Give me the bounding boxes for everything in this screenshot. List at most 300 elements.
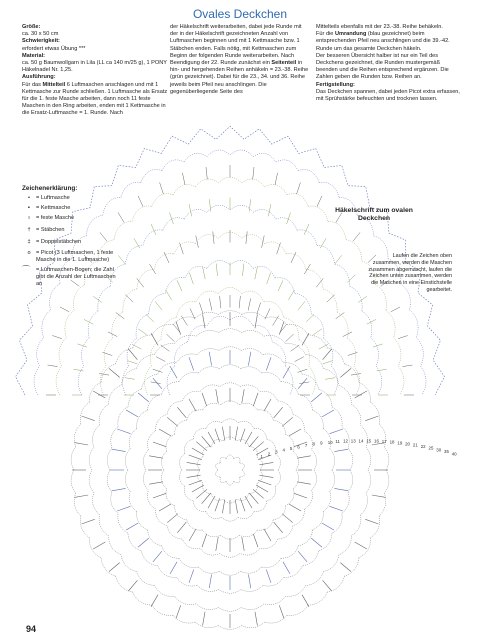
- chain-arc: [348, 338, 356, 366]
- chain-arc: [323, 491, 331, 511]
- chain-arc: [109, 536, 122, 555]
- chain-arc: [203, 530, 221, 537]
- chain-arc: [240, 385, 260, 392]
- chain-arc: [220, 477, 226, 483]
- treble-stitch-mark: [48, 365, 58, 367]
- chain-arc: [265, 184, 287, 194]
- treble-stitch-mark: [297, 183, 301, 195]
- chain-arc: [175, 596, 197, 604]
- execution-bold: Mittelteil: [42, 81, 66, 88]
- chain-arc: [219, 365, 240, 369]
- treble-stitch-mark: [287, 213, 291, 225]
- chain-arc: [324, 369, 339, 386]
- treble-stitch-mark: [149, 482, 163, 484]
- treble-stitch-mark: [202, 534, 207, 547]
- chain-arc: [330, 470, 335, 491]
- chain-arc: [174, 242, 196, 254]
- round-number-label: 21: [412, 442, 418, 448]
- chain-arc: [234, 477, 240, 483]
- chain-arc: [238, 421, 254, 428]
- chain-arc: [166, 489, 174, 506]
- treble-stitch-mark: [170, 213, 174, 225]
- chain-arc: [156, 414, 168, 431]
- treble-stitch-mark: [151, 382, 161, 384]
- chain-arc: [220, 457, 226, 463]
- treble-stitch-mark: [93, 296, 102, 302]
- chain-arc: [273, 506, 285, 520]
- chain-arc: [324, 555, 339, 572]
- treble-stitch-mark: [340, 563, 351, 572]
- treble-stitch-mark: [203, 612, 205, 626]
- chain-arc: [206, 512, 222, 519]
- treble-stitch-mark: [202, 393, 207, 406]
- chain-arc: [125, 245, 143, 264]
- treble-stitch-mark: [253, 489, 264, 498]
- chain-arc: [207, 316, 230, 325]
- difficulty-value: erfordert etwas Übung ***: [22, 45, 86, 52]
- chain-arc: [101, 364, 116, 382]
- diagram-label: Häkelschrift zum ovalen Deckchen: [335, 207, 413, 222]
- treble-stitch-mark: [355, 542, 367, 549]
- treble-stitch-mark: [377, 369, 387, 371]
- chain-arc: [173, 184, 195, 194]
- double-treble-icon: ‡: [27, 239, 31, 245]
- treble-stitch-mark: [187, 475, 201, 477]
- treble-stitch-mark: [109, 563, 120, 572]
- chain-arc: [298, 530, 312, 546]
- chain-arc: [293, 509, 305, 526]
- chain-arc: [99, 515, 108, 536]
- treble-stitch-mark: [150, 264, 156, 274]
- round-number-label: 25: [428, 445, 434, 451]
- chain-arc: [174, 342, 187, 366]
- treble-stitch-mark: [138, 329, 147, 335]
- treble-stitch-mark: [189, 399, 196, 411]
- chain-arc: [65, 310, 74, 337]
- chain-arc: [196, 235, 219, 244]
- chain-arc: [219, 590, 241, 594]
- chain-arc: [275, 470, 280, 486]
- treble-stitch-mark: [260, 462, 274, 464]
- chain-arc: [348, 448, 353, 470]
- chain-arc: [241, 567, 262, 573]
- chain-arc: [197, 349, 219, 355]
- chain-arc: [179, 558, 199, 567]
- chain-arc: [339, 385, 352, 404]
- chain-arc: [145, 366, 152, 395]
- chain-arc: [394, 338, 401, 366]
- chain-arc: [206, 421, 222, 428]
- column2-text-a: der Häkelschrift weiterarbeiten, dabei jede Runde mit der in der Häkelschrift gezeichneten Anzahl von Luftmaschen beginnen und mit 1 Kettmasche bzw. 1 Stäbchen enden. Falls nötig, mit Kettmaschen zum Beginn der folgenden Runde weiterarbeiten. Nach Beendigung der 22. Runde zunächst ein: [170, 24, 302, 67]
- treble-stitch-mark: [74, 443, 88, 445]
- chain-arc: [241, 604, 264, 610]
- treble-stitch-mark: [203, 314, 205, 328]
- chain-arc: [308, 206, 328, 221]
- chain-arc: [200, 549, 220, 556]
- treble-stitch-mark: [159, 504, 171, 511]
- treble-stitch-mark: [391, 307, 400, 312]
- chain-arc: [265, 242, 287, 254]
- chain-arc: [354, 366, 360, 395]
- treble-stitch-mark: [317, 196, 322, 207]
- chain-arc: [323, 289, 337, 312]
- size-value: ca. 30 x 50 cm: [22, 31, 59, 38]
- chain-arc: [337, 312, 348, 338]
- chain-arc: [285, 366, 293, 395]
- chain-arc: [34, 366, 39, 395]
- treble-stitch-mark: [253, 167, 254, 179]
- chain-arc: [155, 344, 175, 355]
- chain-arc: [199, 367, 220, 373]
- chain-arc: [148, 530, 162, 546]
- chain-arc: [327, 576, 344, 592]
- chain-stitch-icon: •: [28, 195, 30, 201]
- chain-arc: [253, 209, 276, 219]
- chain-arc: [148, 394, 162, 410]
- chain-arc: [264, 596, 286, 604]
- chain-arc: [197, 585, 219, 591]
- treble-stitch-mark: [264, 399, 271, 411]
- treble-stitch-mark: [216, 537, 218, 551]
- treble-stitch-mark: [156, 357, 165, 362]
- round-number-label: 17: [381, 439, 387, 445]
- chain-arc: [141, 170, 162, 183]
- chain-arc: [137, 512, 148, 531]
- treble-stitch-mark: [77, 344, 87, 347]
- treble-stitch-mark: [280, 324, 287, 333]
- treble-stitch-mark: [99, 374, 109, 376]
- treble-stitch-mark: [153, 551, 162, 562]
- treble-stitch-mark: [153, 442, 166, 447]
- round-number-label: 15: [366, 438, 372, 444]
- treble-stitch-mark: [209, 352, 211, 366]
- treble-stitch-mark: [258, 480, 271, 485]
- chain-arc: [319, 389, 332, 407]
- edge-bold: Umrandung: [334, 31, 367, 38]
- difficulty-label: Schwierigkeit:: [22, 38, 60, 45]
- chain-arc: [239, 530, 257, 537]
- chain-arc: [242, 235, 265, 244]
- round-number-label: 3: [275, 449, 278, 455]
- chain-arc: [196, 291, 218, 302]
- chain-arc: [230, 150, 253, 157]
- treble-stitch-mark: [282, 514, 293, 523]
- treble-stitch-mark: [167, 417, 178, 426]
- chain-arc: [416, 338, 423, 367]
- treble-stitch-mark: [82, 519, 95, 524]
- chain-arc: [154, 254, 174, 270]
- treble-stitch-mark: [189, 529, 196, 541]
- chain-arc: [242, 622, 265, 628]
- treble-stitch-mark: [279, 605, 284, 618]
- chain-arc: [242, 312, 265, 318]
- chain-arc: [121, 182, 141, 197]
- chain-arc: [331, 366, 337, 395]
- treble-stitch-mark: [117, 429, 130, 434]
- round-number-label: 35: [444, 449, 449, 455]
- finish-text: Das Deckchen spannen, dabei jeden Picot extra erfassen, mit Sprühstärke befeuchten und trocknen lassen.: [316, 88, 460, 103]
- treble-stitch-mark: [138, 393, 149, 402]
- treble-stitch-mark: [323, 349, 332, 360]
- treble-stitch-mark: [166, 290, 172, 300]
- chain-arc: [196, 604, 219, 610]
- treble-stitch-mark: [202, 436, 211, 447]
- chain-arc: [59, 338, 66, 366]
- chain-arc: [312, 470, 317, 490]
- chain-arc: [118, 513, 128, 533]
- chain-arc: [263, 354, 284, 363]
- chain-arc: [254, 428, 267, 439]
- treble-stitch-mark: [403, 365, 413, 367]
- chain-arc: [384, 470, 389, 493]
- chain-arc: [161, 470, 166, 489]
- treble-stitch-mark: [253, 442, 264, 451]
- chain-arc: [371, 516, 380, 538]
- chain-arc: [222, 419, 239, 423]
- chain-arc: [239, 403, 257, 410]
- treble-stitch-mark: [170, 562, 177, 574]
- chain-arc: [118, 407, 128, 427]
- treble-stitch-mark: [116, 313, 125, 319]
- diagram-note: Laufen die Zeichen oben zusammen, werden die Maschen zusammen abgemascht, laufen die Zeichen unten zusammen, werden die Maschen in eine Einstichstelle gearbeitet.: [368, 253, 452, 293]
- chain-arc: [56, 366, 62, 395]
- treble-stitch-mark: [245, 432, 252, 444]
- chain-arc: [156, 509, 168, 526]
- chain-arc: [42, 310, 51, 338]
- round-number-label: 10: [327, 439, 333, 445]
- chain-arc: [167, 366, 175, 395]
- chain-arc: [137, 269, 154, 289]
- chain-arc: [187, 410, 203, 420]
- treble-stitch-mark: [196, 442, 207, 451]
- treble-stitch-mark: [209, 298, 212, 310]
- chain-arc: [313, 512, 324, 531]
- treble-stitch-mark: [117, 506, 130, 511]
- treble-stitch-mark: [108, 332, 117, 337]
- chain-arc: [199, 567, 220, 573]
- treble-stitch-mark: [306, 314, 314, 322]
- chain-arc: [278, 526, 293, 539]
- treble-stitch-mark: [137, 278, 144, 287]
- treble-stitch-mark: [348, 352, 358, 355]
- chain-arc: [298, 394, 312, 410]
- chain-arc: [175, 506, 187, 520]
- treble-stitch-mark: [311, 393, 322, 402]
- legend-item-text: = feste Masche: [36, 215, 75, 221]
- chain-arc: [306, 355, 324, 369]
- treble-stitch-mark: [248, 574, 250, 588]
- chain-arc: [287, 325, 308, 335]
- chain-arc: [132, 206, 152, 221]
- chain-arc: [219, 608, 242, 612]
- treble-stitch-mark: [297, 482, 311, 484]
- chain-arc: [177, 354, 198, 363]
- column3-text-a: Mittelteils ebenfalls mit der 23.-38. Reihe behäkeln.: [316, 24, 443, 30]
- treble-stitch-mark: [373, 344, 383, 347]
- treble-stitch-mark: [222, 500, 224, 514]
- treble-stitch-mark: [302, 595, 309, 607]
- chain-arc: [339, 536, 352, 555]
- chain-arc: [330, 449, 335, 470]
- chain-arc: [129, 491, 137, 511]
- chain-arc: [260, 539, 278, 549]
- chain-arc: [287, 194, 308, 207]
- treble-stitch-mark: [153, 493, 166, 498]
- material-text: ca. 50 g Baumwollgarn in Lila (LL ca 140 m/25 g), 1 PONY Häkelnadel Nr. 1,25.: [22, 60, 167, 74]
- treble-stitch-mark: [52, 336, 62, 339]
- treble-stitch-mark: [242, 389, 244, 403]
- round-number-label: 7: [304, 442, 308, 448]
- legend-item-text: = Kettmasche: [36, 205, 71, 211]
- chain-arc: [344, 558, 359, 576]
- chain-arc: [286, 489, 294, 506]
- chain-arc: [278, 401, 293, 414]
- chain-arc: [162, 160, 184, 171]
- legend-item-text: = Luftmaschen-Bogen; die Zahl gibt die Anzahl der Luftmaschen an: [36, 267, 116, 287]
- chain-arc: [226, 455, 233, 459]
- chain-arc: [133, 592, 152, 605]
- chain-arc: [312, 450, 317, 470]
- round-number-label: 18: [389, 439, 395, 445]
- treble-stitch-mark: [216, 264, 217, 276]
- chain-arc: [184, 439, 193, 454]
- round-number-label: 4: [282, 447, 285, 453]
- treble-stitch-mark: [235, 427, 237, 441]
- chain-arc: [152, 605, 173, 615]
- chain-arc: [207, 150, 230, 157]
- treble-stitch-mark: [398, 336, 408, 339]
- treble-stitch-mark: [253, 393, 258, 406]
- chain-arc: [111, 427, 118, 448]
- chain-arc: [166, 434, 174, 451]
- chain-arc: [107, 448, 112, 470]
- chain-arc: [362, 311, 372, 338]
- chain-arc: [101, 558, 116, 576]
- chain-arc: [99, 404, 108, 425]
- treble-stitch-mark: [262, 236, 265, 248]
- chain-arc: [162, 546, 179, 559]
- chain-arc: [287, 605, 308, 615]
- chain-arc: [155, 586, 175, 597]
- treble-stitch-mark: [206, 167, 207, 179]
- treble-stitch-mark: [323, 361, 333, 364]
- treble-stitch-mark: [274, 522, 283, 533]
- treble-stitch-mark: [323, 580, 332, 591]
- treble-stitch-mark: [267, 273, 271, 285]
- treble-stitch-mark: [153, 369, 163, 372]
- treble-stitch-mark: [189, 480, 202, 485]
- treble-stitch-mark: [322, 410, 334, 417]
- execution-text: 6 Luftmaschen anschlagen und mit 1 Kettmasche zur Runde schließen. 1 Luftmasche als Ersatz für die 1. feste Masche arbeiten, dann noch 11 feste Maschen in den Ring arbeiten, enden mit 1 Kettmasche in die Ersatz-Luftmasche = 1. Runde. Nach: [22, 81, 168, 117]
- treble-stitch-mark: [60, 307, 69, 312]
- chain-arc: [262, 558, 282, 567]
- chain-arc: [122, 366, 128, 395]
- treble-stitch-mark: [325, 378, 335, 380]
- treble-stitch-mark: [187, 462, 201, 464]
- chain-arc: [143, 230, 163, 245]
- chain-arc: [254, 501, 267, 512]
- chain-arc: [71, 470, 76, 493]
- treble-stitch-mark: [134, 238, 140, 248]
- chain-arc: [218, 177, 241, 183]
- chain-arc: [267, 486, 276, 501]
- treble-stitch-mark: [249, 199, 250, 211]
- treble-stitch-mark: [181, 316, 187, 326]
- treble-stitch-mark: [330, 506, 343, 511]
- treble-stitch-mark: [304, 224, 309, 235]
- overview-text: Der besseren Übersicht halber ist nur ein Teil des Deckchens gezeichnet, die Runden mustergemäß beenden und die Reihen entsprechend ergänzen. Die Zahlen geben die Runden bzw. Reihen an.: [316, 52, 449, 81]
- legend-item-text: = Stäbchen: [36, 227, 65, 233]
- chain-arc: [219, 347, 241, 351]
- treble-stitch-mark: [112, 488, 126, 490]
- chain-arc: [350, 286, 362, 311]
- chain-arc: [319, 182, 339, 197]
- treble-stitch-mark: [343, 332, 352, 337]
- chain-arc: [175, 420, 187, 434]
- chain-arc: [304, 490, 312, 509]
- round-number-label: 1: [260, 453, 263, 459]
- chain-arc: [173, 317, 195, 325]
- chain-arc: [179, 454, 184, 470]
- chain-arc: [128, 533, 141, 551]
- treble-stitch-mark: [82, 416, 95, 421]
- chain-arc: [257, 410, 273, 420]
- treble-stitch-mark: [246, 231, 247, 243]
- treble-stitch-mark: [334, 488, 348, 490]
- column2-text-b: in hin- und hergehenden Reihen anhäkeln = 23.-38. Reihe (grün gezeichnet). Dabei für die 23., 34. und 36. Reihe jeweils beim Pfeil neu anschlingen. Die gegenüberliegende Seite des: [170, 60, 309, 95]
- treble-stitch-mark: [177, 280, 182, 291]
- treble-stitch-mark: [84, 319, 93, 324]
- chain-arc: [241, 367, 262, 373]
- chain-bow-icon: ⌒: [22, 265, 30, 274]
- legend-item-text: = Luftmasche: [36, 195, 70, 201]
- treble-stitch-mark: [266, 570, 271, 583]
- execution-label: Ausführung:: [22, 74, 56, 81]
- treble-stitch-mark: [151, 595, 158, 607]
- treble-stitch-mark: [208, 432, 215, 444]
- round-number-label: 14: [358, 438, 364, 444]
- treble-stitch-mark: [304, 264, 310, 274]
- chain-arc: [293, 451, 298, 470]
- chain-arc: [226, 481, 233, 485]
- treble-stitch-mark: [282, 417, 293, 426]
- legend-item-slip: [22, 205, 122, 212]
- treble-stitch-mark: [275, 173, 278, 185]
- treble-stitch-mark: [249, 493, 258, 504]
- chain-arc: [286, 254, 306, 270]
- chain-arc: [238, 512, 254, 519]
- chain-arc: [182, 539, 200, 549]
- treble-stitch-mark: [353, 232, 360, 241]
- treble-stitch-mark: [192, 485, 204, 492]
- treble-stitch-mark: [289, 429, 301, 436]
- round-number-label: 9: [320, 440, 323, 446]
- treble-stitch-mark: [278, 280, 283, 291]
- treble-stitch-mark: [302, 333, 309, 345]
- chain-arc: [162, 382, 179, 395]
- treble-stitch-mark: [299, 382, 309, 384]
- treble-stitch-mark: [132, 344, 141, 349]
- chain-arc: [323, 429, 331, 449]
- treble-stitch-mark: [255, 267, 258, 279]
- treble-stitch-mark: [335, 255, 342, 264]
- chain-arc: [215, 470, 220, 477]
- treble-stitch-mark: [159, 429, 171, 436]
- treble-stitch-mark: [215, 429, 220, 442]
- legend-item-picot: [22, 250, 122, 264]
- treble-stitch-mark: [112, 449, 126, 451]
- chain-arc: [366, 470, 371, 493]
